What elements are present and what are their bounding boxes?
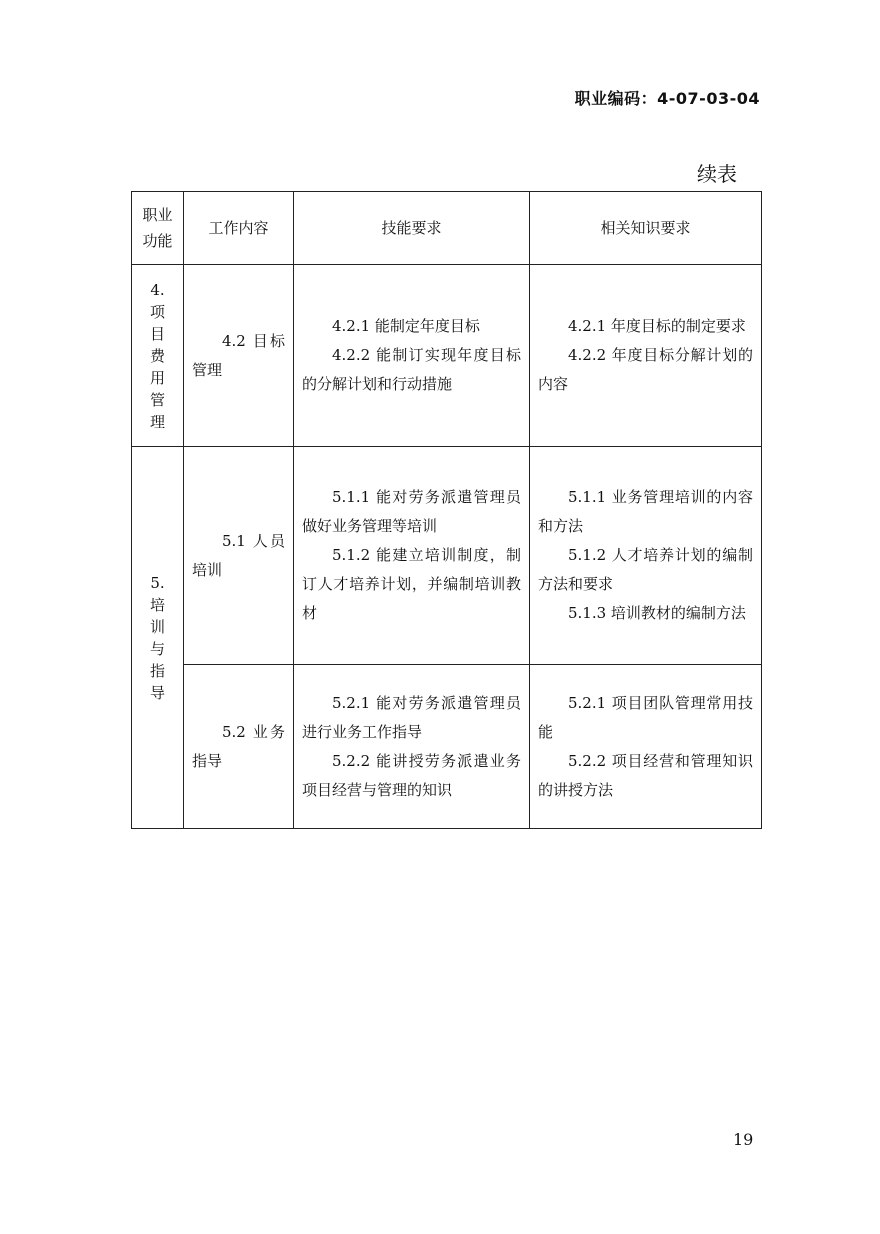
- col-header-work: 工作内容: [184, 192, 294, 265]
- skill-requirements-table: [131, 191, 762, 829]
- skill-item: 5.1.2 能建立培训制度，制订人才培养计划，并编制培训教材: [302, 546, 521, 622]
- skill-item: 5.2.1 能对劳务派遣管理员进行业务工作指导: [302, 693, 521, 741]
- skills-cell: [294, 447, 530, 665]
- table-row: [132, 265, 762, 447]
- function-name: 培 训 与 指 导: [149, 595, 165, 702]
- work-content-cell: 5.1 人员培训: [184, 447, 294, 665]
- skill-item: 5.2.2 能讲授劳务派遣业务项目经营与管理的知识: [302, 751, 521, 799]
- work-content-cell: 5.2 业务指导: [184, 665, 294, 829]
- skill-item: 4.2.2 能制订实现年度目标的分解计划和行动措施: [302, 346, 521, 393]
- function-number: 5.: [150, 573, 165, 592]
- table-row: [132, 447, 762, 665]
- function-number: 4.: [150, 280, 165, 299]
- col-header-function: 职业 功能: [132, 192, 184, 265]
- continued-label: 续表: [697, 162, 737, 186]
- col-header-knowledge: 相关知识要求: [530, 192, 762, 265]
- knowledge-item: 5.1.1 业务管理培训的内容和方法: [538, 488, 753, 535]
- function-cell: [132, 447, 184, 829]
- skill-item: 5.1.1 能对劳务派遣管理员做好业务管理等培训: [302, 488, 521, 535]
- function-cell: [132, 265, 184, 447]
- occupation-code: 职业编码：4-07-03-04: [574, 89, 760, 108]
- skills-cell: [294, 665, 530, 829]
- knowledge-item: 5.2.2 项目经营和管理知识的讲授方法: [538, 751, 753, 799]
- knowledge-cell: [530, 665, 762, 829]
- knowledge-item: 4.2.1 年度目标的制定要求: [568, 317, 746, 335]
- skills-cell: [294, 265, 530, 447]
- knowledge-item: 4.2.2 年度目标分解计划的内容: [538, 346, 753, 393]
- function-name: 项 目 费 用 管 理: [149, 302, 165, 431]
- knowledge-item: 5.2.1 项目团队管理常用技能: [538, 693, 753, 741]
- col-header-skills: 技能要求: [294, 192, 530, 265]
- knowledge-cell: [530, 265, 762, 447]
- page-number: 19: [733, 1130, 754, 1149]
- knowledge-item: 5.1.3 培训教材的编制方法: [568, 604, 746, 622]
- table-header-row: [132, 192, 762, 265]
- table-row: [132, 665, 762, 829]
- knowledge-item: 5.1.2 人才培养计划的编制方法和要求: [538, 546, 753, 593]
- knowledge-cell: [530, 447, 762, 665]
- work-content-cell: 4.2 目标管理: [184, 265, 294, 447]
- skill-item: 4.2.1 能制定年度目标: [332, 317, 480, 335]
